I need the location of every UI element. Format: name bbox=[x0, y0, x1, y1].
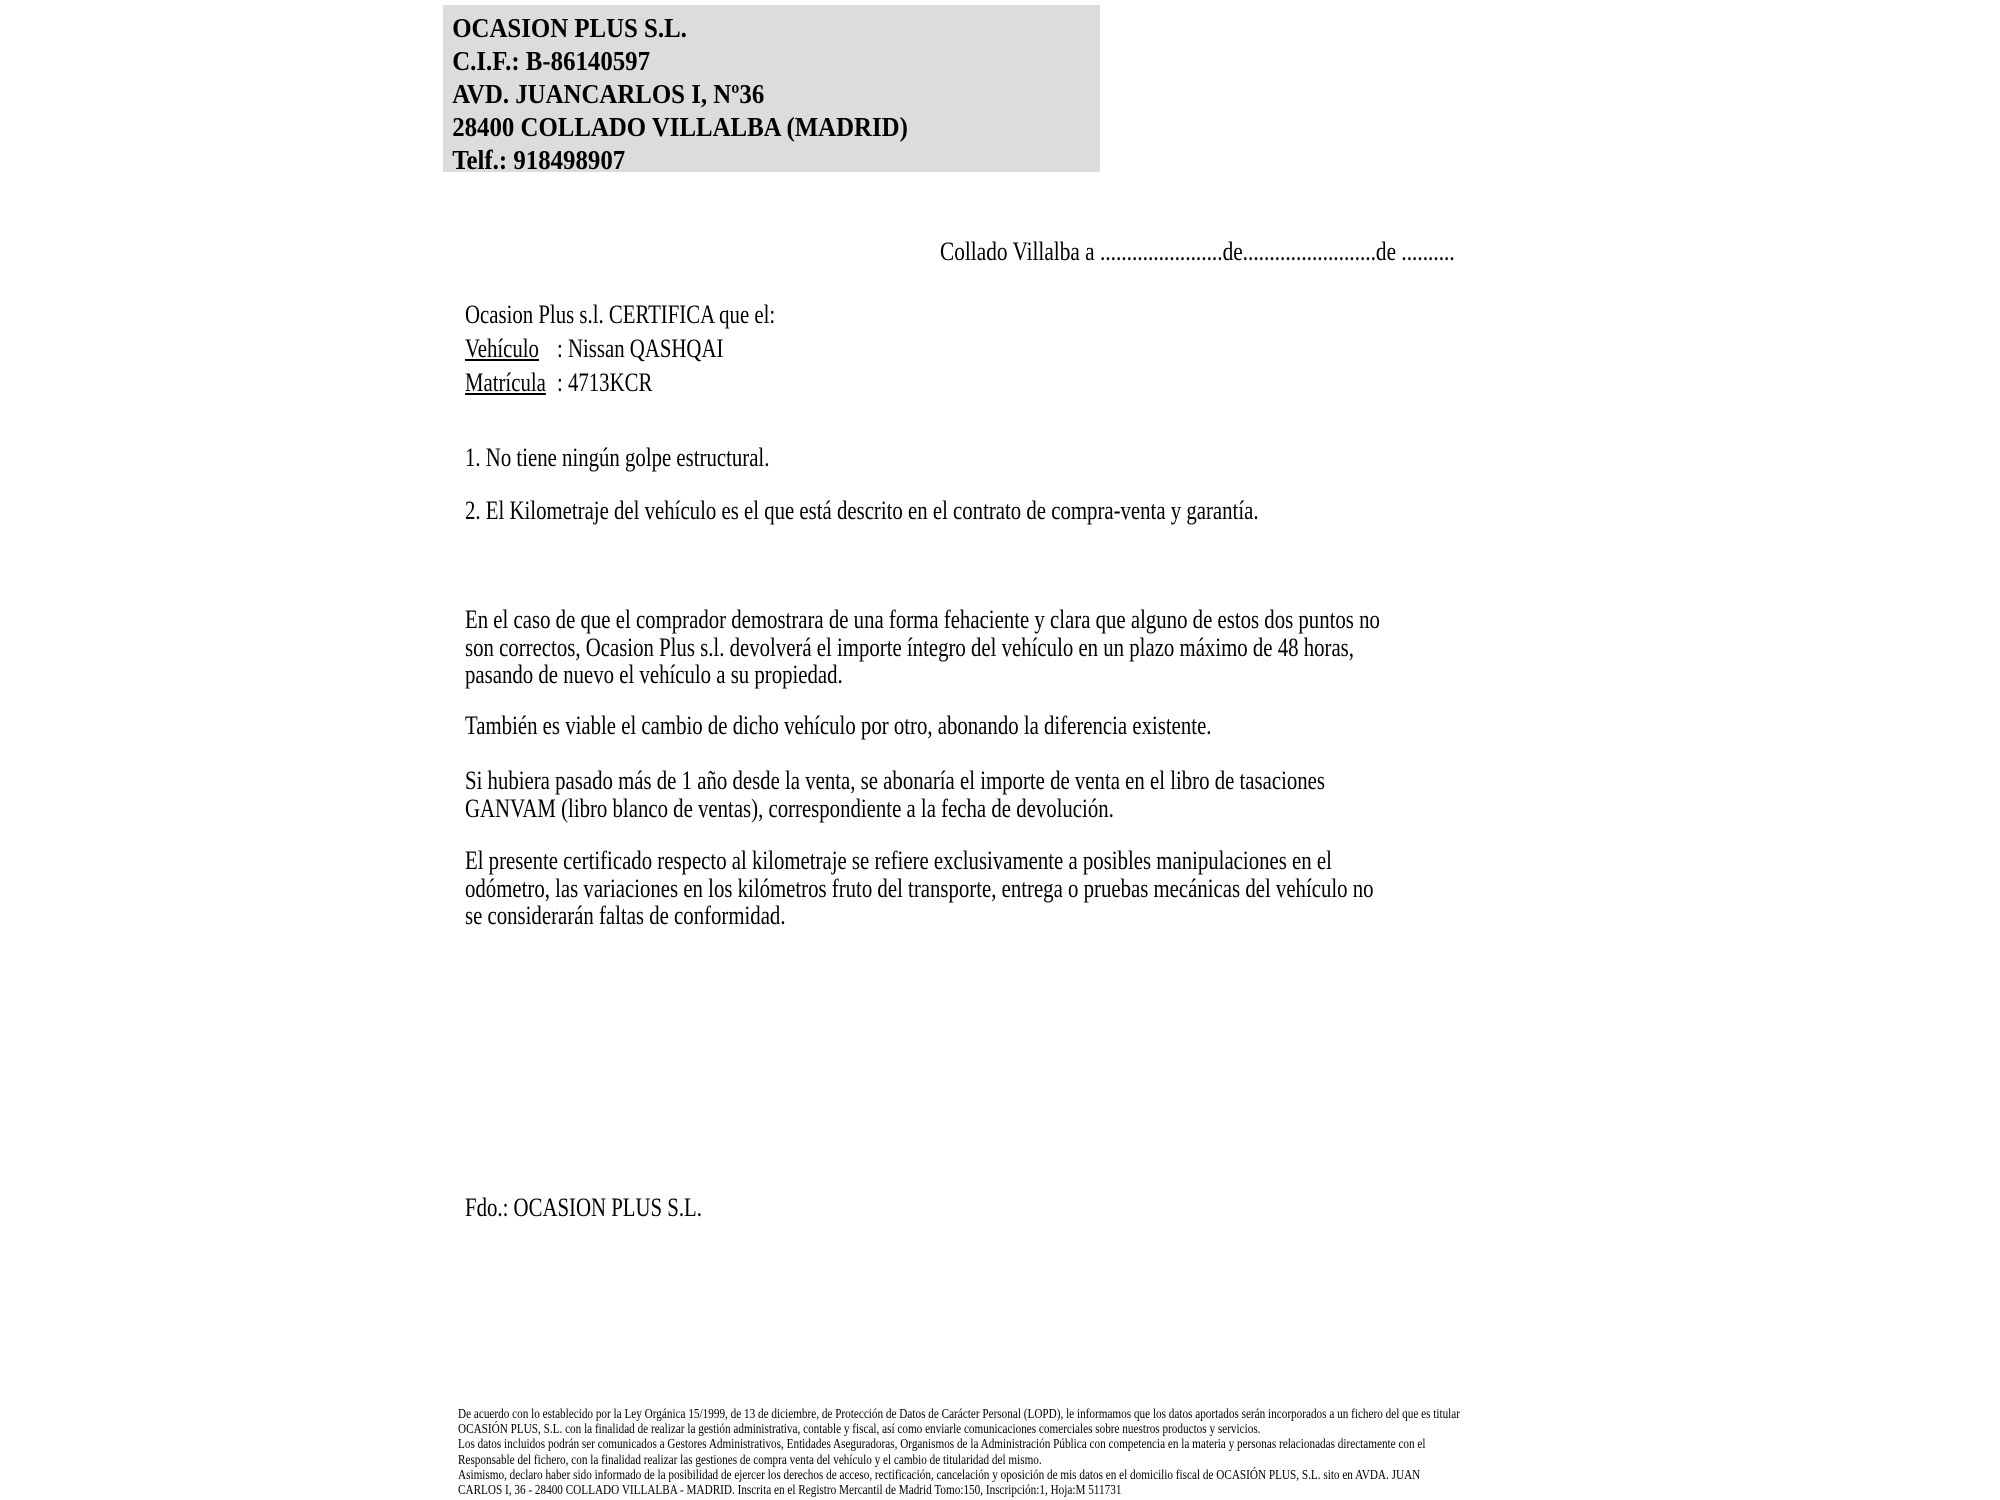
company-cif: C.I.F.: B-86140597 bbox=[452, 46, 651, 76]
paragraph-exchange-option bbox=[465, 712, 1398, 740]
legal-footer-line: OCASIÓN PLUS, S.L. con la finalidad de realizar la gestión administrativa, contable y fiscal, así como enviarle comunicaciones comerciales sobre nuestros productos y servicios. bbox=[458, 1421, 1261, 1437]
paragraph-line: GANVAM (libro blanco de ventas), correspondiente a la fecha de devolución. bbox=[465, 793, 1114, 823]
paragraph-line: odómetro, las variaciones en los kilómetros fruto del transporte, entrega o pruebas mecánicas del vehículo no bbox=[465, 873, 1374, 903]
legal-footer-line: Asimismo, declaro haber sido informado de la posibilidad de ejercer los derechos de acceso, rectificación, cancelación y oposición de mis datos en el domicilio fiscal de OCASIÓN PLUS, S.L. sito en AVDA. JUAN bbox=[458, 1466, 1421, 1482]
paragraph-line: pasando de nuevo el vehículo a su propiedad. bbox=[465, 660, 843, 689]
vehicle-field-label: Vehículo bbox=[465, 334, 539, 363]
paragraph-line: se considerarán faltas de conformidad. bbox=[465, 901, 786, 930]
paragraph-refund-policy bbox=[465, 606, 1609, 689]
signature-line: Fdo.: OCASION PLUS S.L. bbox=[465, 1193, 702, 1222]
plate-field-label: Matrícula bbox=[465, 368, 546, 397]
vehicle-field-row bbox=[465, 335, 723, 363]
company-city: 28400 COLLADO VILLALBA (MADRID) bbox=[452, 112, 908, 142]
company-address: AVD. JUANCARLOS I, Nº36 bbox=[452, 79, 765, 109]
paragraph-line: En el caso de que el comprador demostrara de una forma fehaciente y clara que alguno de estos dos puntos no bbox=[465, 605, 1380, 634]
legal-footer-line: Responsable del fichero, con la finalidad realizar las gestiones de compra venta del vehículo y el cambio de titularidad del mismo. bbox=[458, 1451, 1042, 1467]
date-line: Collado Villalba a .......................de.........................de .......... bbox=[940, 237, 1455, 266]
plate-field-label-wrap bbox=[465, 369, 557, 397]
paragraph-line: También es viable el cambio de dicho vehículo por otro, abonando la diferencia existente. bbox=[465, 711, 1212, 740]
plate-field-value: : 4713KCR bbox=[557, 368, 653, 397]
company-name: OCASION PLUS S.L. bbox=[452, 13, 687, 43]
vehicle-field-label-wrap bbox=[465, 335, 557, 363]
paragraph-odometer-disclaimer bbox=[465, 847, 1601, 930]
legal-footer-line: Los datos incluidos podrán ser comunicados a Gestores Administrativos, Entidades Aseguradoras, Organismos de la Administración Pública con competencia en la materia y personas relacionadas directamente con el bbox=[458, 1436, 1426, 1452]
numbered-point-2: 2. El Kilometraje del vehículo es el que está descrito en el contrato de compra-venta y garantía. bbox=[465, 496, 1259, 525]
paragraph-ganvam-valuation bbox=[465, 767, 1540, 822]
legal-footer-line: CARLOS I, 36 - 28400 COLLADO VILLALBA - MADRID. Inscrita en el Registro Mercantil de Madrid Tomo:150, Inscripción:1, Hoja:M 511731 bbox=[458, 1482, 1122, 1498]
paragraph-line: El presente certificado respecto al kilometraje se refiere exclusivamente a posibles manipulaciones en el bbox=[465, 846, 1332, 875]
company-phone: Telf.: 918498907 bbox=[452, 145, 626, 175]
vehicle-field-value: : Nissan QASHQAI bbox=[557, 334, 724, 363]
company-header-box bbox=[443, 5, 1100, 175]
plate-field-row bbox=[465, 369, 652, 397]
legal-footer-line: De acuerdo con lo establecido por la Ley Orgánica 15/1999, de 13 de diciembre, de Protección de Datos de Carácter Personal (LOPD), le informamos que los datos aportados serán incorporados a un fichero del que es titular bbox=[458, 1406, 1461, 1421]
legal-footer bbox=[458, 1406, 1460, 1497]
paragraph-line: Si hubiera pasado más de 1 año desde la venta, se abonaría el importe de venta en el libro de tasaciones bbox=[465, 766, 1326, 795]
numbered-point-1: 1. No tiene ningún golpe estructural. bbox=[465, 443, 770, 472]
certification-intro: Ocasion Plus s.l. CERTIFICA que el: bbox=[465, 300, 776, 329]
paragraph-line: son correctos, Ocasion Plus s.l. devolverá el importe íntegro del vehículo en un plazo máximo de 48 horas, bbox=[465, 632, 1354, 662]
